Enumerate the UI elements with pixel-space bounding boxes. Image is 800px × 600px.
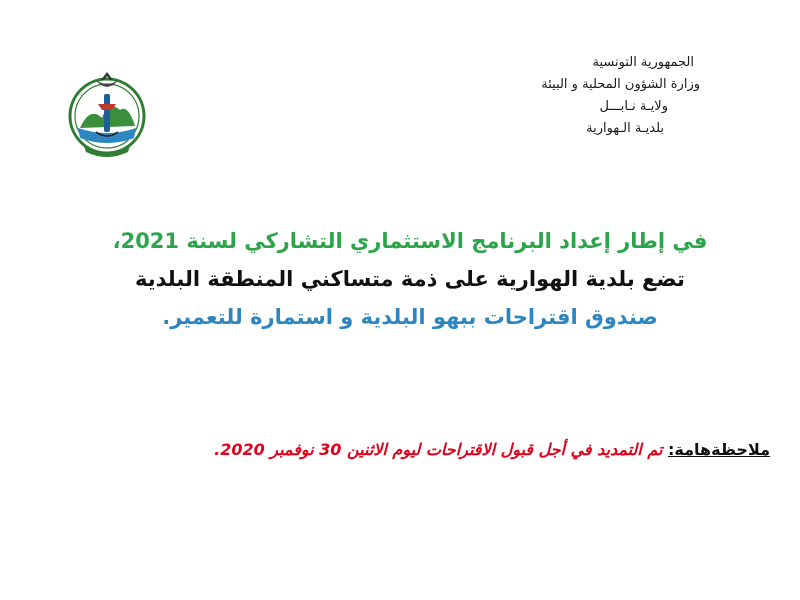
announcement-line-3: صندوق اقتراحات ببهو البلدية و استمارة للتعمير. <box>162 305 658 329</box>
emblem-graphic <box>68 66 146 166</box>
announcement-line-1: في إطار إعداد البرنامج الاستثماري التشاركي لسنة 2021، <box>112 229 708 253</box>
important-note <box>214 437 770 463</box>
municipality-emblem-icon <box>68 66 146 166</box>
issuer-header <box>400 52 700 140</box>
announcement-body <box>60 222 760 336</box>
note-separator: : <box>668 440 675 459</box>
note-label: ملاحظةهامة <box>674 440 770 459</box>
header-country: الجمهورية التونسية <box>592 55 694 70</box>
header-municipality: بلديـة الـهوارية <box>586 121 664 136</box>
header-governorate: ولايـة نـابـــل <box>599 99 668 114</box>
header-ministry: وزارة الشؤون المحلية و البيئة <box>541 77 700 92</box>
announcement-line-2: تضع بلدية الهوارية على ذمة متساكني المنطقة البلدية <box>135 267 685 291</box>
note-text: تم التمديد في أجل قبول الاقتراحات ليوم الاثنين 30 نوفمبر 2020. <box>214 440 668 459</box>
